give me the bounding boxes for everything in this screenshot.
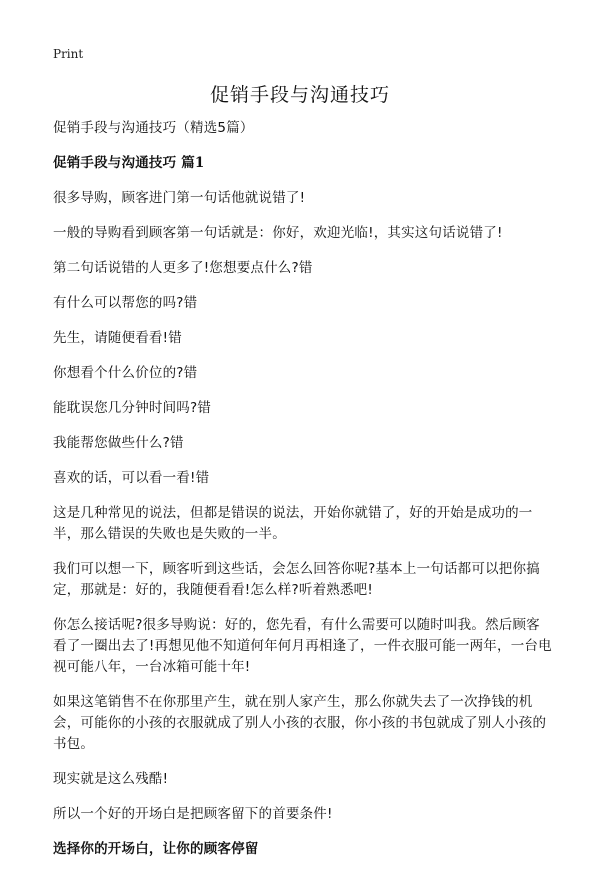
- body-paragraph: 所以一个好的开场白是把顾客留下的首要条件!: [53, 806, 333, 822]
- body-paragraph: 一般的导购看到顾客第一句话就是：你好，欢迎光临!，其实这句话说错了!: [53, 225, 503, 241]
- body-paragraph: 很多导购，顾客进门第一句话他就说错了!: [53, 190, 306, 206]
- body-paragraph: 你想看个什么价位的?错: [53, 365, 198, 381]
- body-paragraph: 我们可以想一下，顾客听到这些话，会怎么回答你呢?基本上一句话都可以把你搞定，那就是：好的，我随便看看!怎么样?听着熟悉吧!: [53, 561, 540, 598]
- body-paragraph: 先生，请随便看看!错: [53, 330, 182, 346]
- body-paragraph: 第二句话说错的人更多了!您想要点什么?错: [53, 260, 313, 276]
- body-paragraph: 有什么可以帮您的吗?错: [53, 295, 198, 311]
- body-paragraph: 喜欢的话，可以看一看!错: [53, 470, 210, 486]
- print-label: Print: [53, 47, 84, 61]
- document-body: [53, 118, 553, 874]
- body-paragraph: 能耽误您几分钟时间吗?错: [53, 400, 212, 416]
- body-paragraph: 你怎么接话呢?很多导购说：好的，您先看，有什么需要可以随时叫我。然后顾客看了一圈出去了!再想见他不知道何年何月再相逢了，一件衣服可能一两年，一台电视可能八年，一台冰箱可能十年!: [53, 617, 552, 675]
- section-heading: 选择你的开场白，让你的顾客停留: [53, 841, 259, 857]
- body-paragraph: 我能帮您做些什么?错: [53, 435, 184, 451]
- body-paragraph: 现实就是这么残酷!: [53, 771, 169, 787]
- body-paragraph: 如果这笔销售不在你那里产生，就在别人家产生，那么你就失去了一次挣钱的机会，可能你的小孩的衣服就成了别人小孩的衣服，你小孩的书包就成了别人小孩的书包。: [53, 694, 547, 752]
- document-title: 促销手段与沟通技巧: [209, 84, 390, 106]
- body-paragraph: 这是几种常见的说法，但都是错误的说法，开始你就错了，好的开始是成功的一半，那么错误的失败也是失败的一半。: [53, 505, 533, 542]
- subtitle-paragraph: 促销手段与沟通技巧（精选5篇）: [53, 120, 254, 136]
- section-heading: 促销手段与沟通技巧 篇1: [53, 155, 205, 171]
